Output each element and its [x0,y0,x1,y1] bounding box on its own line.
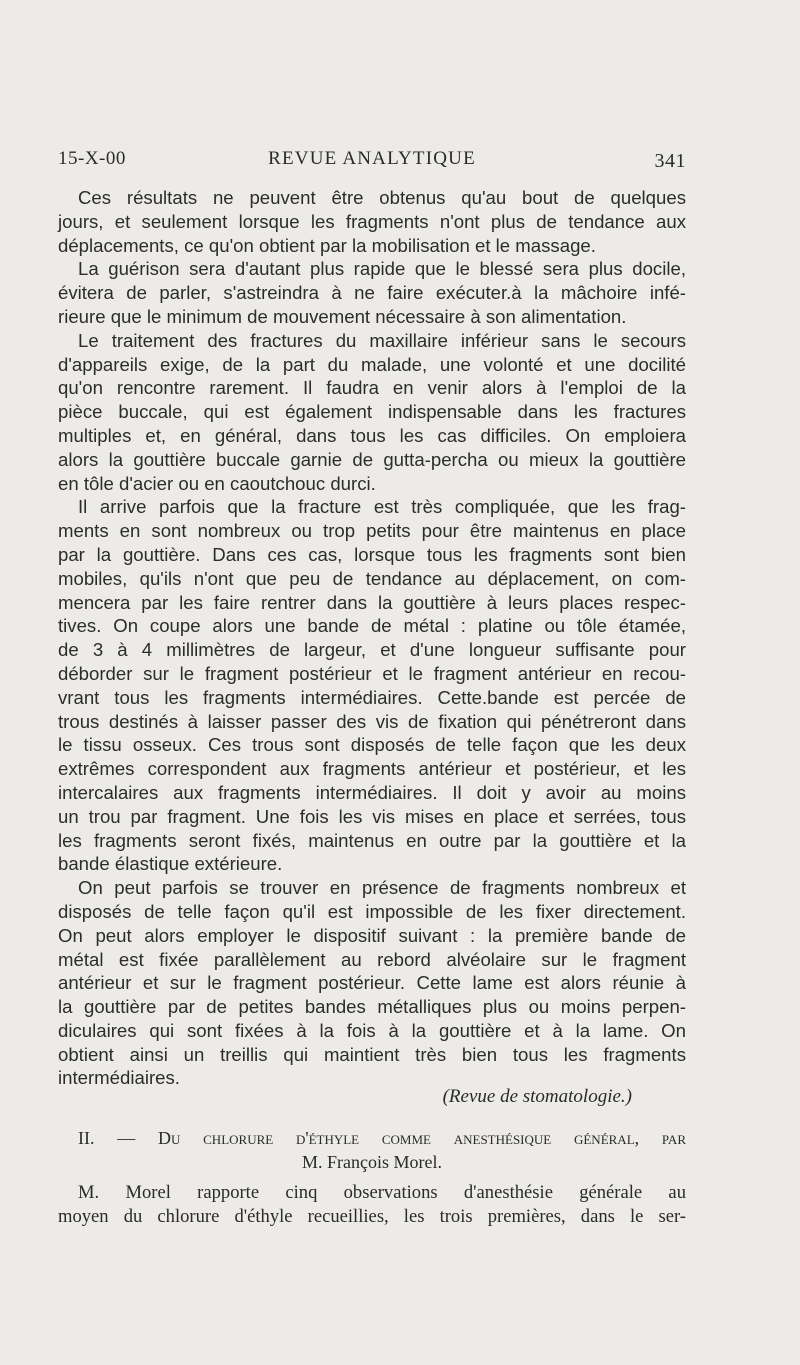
section-heading [58,1126,686,1174]
text-line: mobiles, qu'ils n'ont que peu de tendance au déplacement, on com- [58,567,686,589]
article-body [58,186,686,1090]
page-number: 341 [654,150,686,172]
text-line: antérieur et sur le fragment postérieur. Cette lame est alors réunie à [58,972,686,994]
text-line: On peut parfois se trouver en présence de fragments nombreux et [78,877,686,899]
text-line: trous destinés à laisser passer des vis de fixation qui pénétreront dans [58,710,686,732]
text-line: Il arrive parfois que la fracture est très compliquée, que les frag- [78,496,686,518]
source-citation: (Revue de stomatologie.) [442,1086,632,1107]
text-line: intermédiaires. [58,1067,180,1089]
text-line: les fragments seront fixés, maintenus en outre par la gouttière et la [58,829,686,851]
text-line: M. Morel rapporte cinq observations d'anesthésie générale au [78,1182,686,1203]
text-line: en tôle d'acier ou en caoutchouc durci. [58,472,376,494]
text-line: bande élastique extérieure. [58,853,283,875]
text-line: rieure que le minimum de mouvement nécessaire à son alimentation. [58,305,627,327]
header-date: 15-X-00 [58,148,126,169]
text-line: évitera de parler, s'astreindra à ne faire exécuter.à la mâchoire infé- [58,282,686,304]
text-line: mencera par les faire rentrer dans la gouttière à leurs places respec- [58,591,686,613]
text-line: diculaires qui sont fixées à la fois à la gouttière et à la lame. On [58,1019,686,1041]
text-line: d'appareils exige, de la part du malade, une volonté et une docilité [58,353,686,375]
text-line: alors la gouttière buccale garnie de gutta-percha ou mieux la gouttière [58,448,686,470]
text-line: multiples et, en général, dans tous les cas difficiles. On emploiera [58,424,686,446]
text-line: déborder sur le fragment postérieur et le fragment antérieur en recou- [58,662,686,684]
text-line: intercalaires aux fragments intermédiaires. Il doit y avoir au moins [58,781,686,803]
text-line: Le traitement des fractures du maxillaire inférieur sans le secours [78,329,686,351]
text-line: pièce buccale, qui est également indispensable dans les fractures [58,401,686,423]
section-heading-author: M. François Morel. [302,1152,442,1172]
text-line: moyen du chlorure d'éthyle recueillies, les trois premières, dans le ser- [58,1206,686,1227]
text-line: déplacements, ce qu'on obtient par la mobilisation et le massage. [58,234,596,256]
text-line: vrant tous les fragments intermédiaires. Cette.bande est percée de [58,686,686,708]
text-line: le tissu osseux. Ces trous sont disposés de telle façon que les deux [58,734,686,756]
text-line: ments en sont nombreux ou trop petits pour être maintenus en place [58,520,686,542]
text-line: disposés de telle façon qu'il est impossible de les fixer directement. [58,900,686,922]
text-line: jours, et seulement lorsque les fragments n'ont plus de tendance aux [58,210,686,232]
text-line: On peut alors employer le dispositif suivant : la première bande de [58,924,686,946]
text-line: extrêmes correspondent aux fragments antérieur et postérieur, et les [58,758,686,780]
text-line: obtient ainsi un treillis qui maintient très bien tous les fragments [58,1043,686,1065]
text-line: de 3 à 4 millimètres de largeur, et d'une longueur suffisante pour [58,639,686,661]
header-title: REVUE ANALYTIQUE [268,148,476,169]
running-header [58,148,686,174]
text-line: tives. On coupe alors une bande de métal : platine ou tôle étamée, [58,615,686,637]
next-section-body [58,1181,686,1229]
text-line: La guérison sera d'autant plus rapide que le blessé sera plus docile, [78,258,686,280]
section-heading-title: II. — Du chlorure d'éthyle comme anesthésique général, par [78,1128,686,1148]
text-line: Ces résultats ne peuvent être obtenus qu'au bout de quelques [78,187,686,208]
text-line: métal est fixée parallèlement au rebord alvéolaire sur le fragment [58,948,686,970]
text-line: par la gouttière. Dans ces cas, lorsque tous les fragments sont bien [58,543,686,565]
text-line: un trou par fragment. Une fois les vis mises en place et serrées, tous [58,805,686,827]
text-line: la gouttière par de petites bandes métalliques plus ou moins perpen- [58,996,686,1018]
text-line: qu'on rencontre rarement. Il faudra en venir alors à l'emploi de la [58,377,686,399]
